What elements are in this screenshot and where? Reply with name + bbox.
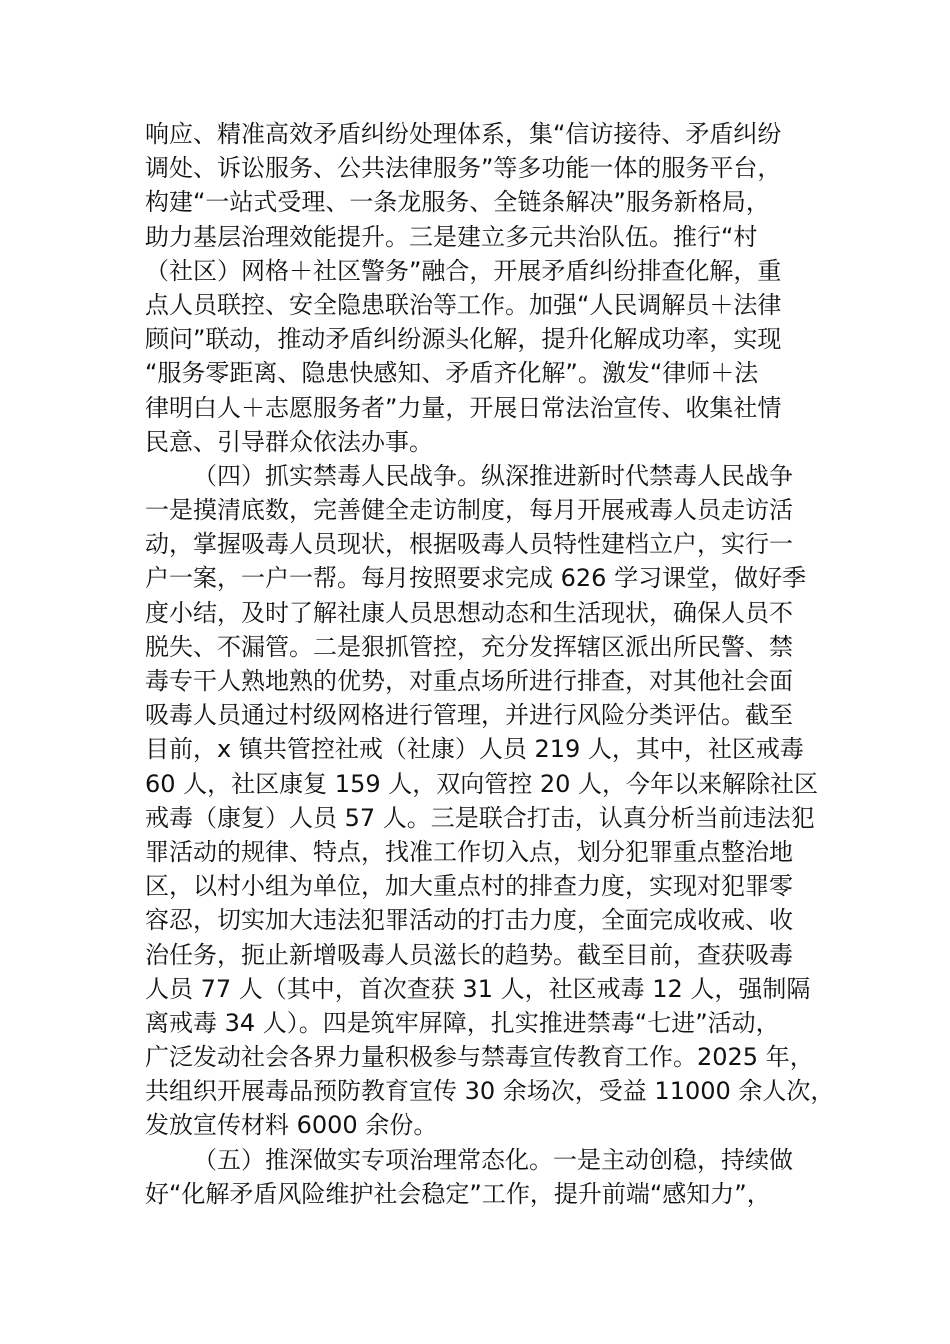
text-line: 点人员联控、安全隐患联治等工作。加强“人民调解员＋法律 (145, 290, 782, 319)
text-line: 广泛发动社会各界力量积极参与禁毒宣传教育工作。2025 年， (145, 1043, 814, 1072)
text-line: （社区）网格＋社区警务”融合，开展矛盾纠纷排查化解，重 (145, 256, 782, 285)
text-line: 人员 77 人（其中，首次查获 31 人，社区戒毒 12 人，强制隔 (145, 974, 811, 1003)
section-heading-line: （四）抓实禁毒人民战争。纵深推进新时代禁毒人民战争 (193, 461, 793, 490)
text-line: 度小结，及时了解社康人员思想动态和生活现状，确保人员不 (145, 598, 793, 627)
text-line: 顾问”联动，推动矛盾纠纷源头化解，提升化解成功率，实现 (145, 325, 782, 354)
text-line: 60 人，社区康复 159 人，双向管控 20 人，今年以来解除社区 (145, 769, 819, 798)
body-text (145, 117, 835, 1211)
text-line: 构建“一站式受理、一条龙服务、全链条解决”服务新格局， (145, 188, 770, 217)
text-line: 目前，x 镇共管控社戒（社康）人员 219 人，其中，社区戒毒 (145, 735, 804, 764)
text-line: 助力基层治理效能提升。三是建立多元共治队伍。推行“村 (145, 222, 758, 251)
text-line: 戒毒（康复）人员 57 人。三是联合打击，认真分析当前违法犯 (145, 803, 815, 832)
text-line: 吸毒人员通过村级网格进行管理，并进行风险分类评估。截至 (145, 701, 793, 730)
text-line: 毒专干人熟地熟的优势，对重点场所进行排查，对其他社会面 (145, 667, 793, 695)
text-line: 户一案，一户一帮。每月按照要求完成 626 学习课堂，做好季 (145, 564, 807, 593)
text-line: 发放宣传材料 6000 余份。 (145, 1111, 438, 1140)
text-line: 动，掌握吸毒人员现状，根据吸毒人员特性建档立户，实行一 (145, 530, 793, 559)
text-line: 容忍，切实加大违法犯罪活动的打击力度，全面完成收戒、收 (145, 906, 793, 935)
text-line: 共组织开展毒品预防教育宣传 30 余场次，受益 11000 余人次， (145, 1077, 835, 1106)
text-line: “服务零距离、隐患快感知、矛盾齐化解”。激发“律师＋法 (145, 359, 759, 388)
text-line: 脱失、不漏管。二是狠抓管控，充分发挥辖区派出所民警、禁 (145, 632, 793, 661)
text-line: 律明白人＋志愿服务者”力量，开展日常法治宣传、收集社情 (145, 393, 782, 422)
text-line: 响应、精准高效矛盾纠纷处理体系，集“信访接待、矛盾纠纷 (145, 120, 782, 148)
text-line: 调处、诉讼服务、公共法律服务”等多功能一体的服务平台， (145, 154, 782, 183)
section-heading-line: （五）推深做实专项治理常态化。一是主动创稳，持续做 (193, 1145, 793, 1174)
text-line: 离戒毒 34 人）。四是筑牢屏障，扎实推进禁毒“七进”活动， (145, 1008, 780, 1037)
text-line: 民意、引导群众依法办事。 (145, 427, 433, 456)
text-line: 好“化解矛盾风险维护社会稳定”工作，提升前端“感知力”， (145, 1179, 771, 1208)
text-line: 罪活动的规律、特点，找准工作切入点，划分犯罪重点整治地 (145, 837, 793, 866)
text-line: 一是摸清底数，完善健全走访制度，每月开展戒毒人员走访活 (145, 496, 793, 525)
text-line: 治任务，扼止新增吸毒人员滋长的趋势。截至目前，查获吸毒 (145, 940, 793, 969)
text-line: 区，以村小组为单位，加大重点村的排查力度，实现对犯罪零 (145, 872, 793, 901)
